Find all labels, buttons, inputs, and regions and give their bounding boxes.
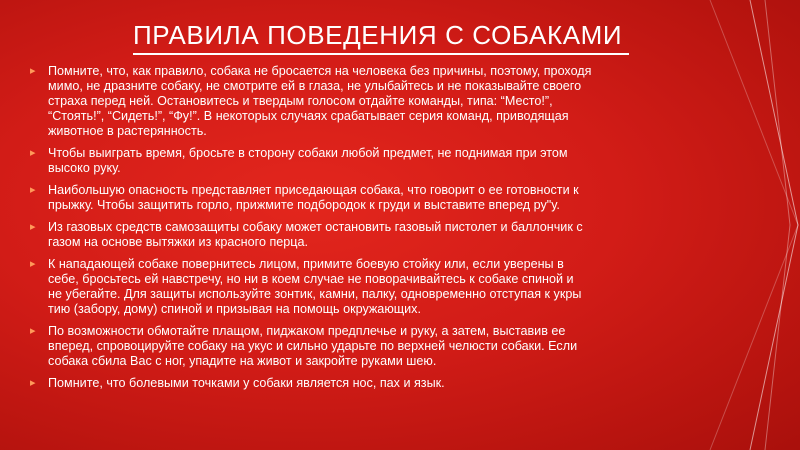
bullet-marker-icon: ▸ xyxy=(30,184,36,196)
bullet-text-line: тию (забору, дому) спиной и призывая на помощь окружающих. xyxy=(48,302,421,316)
bullet-marker-icon: ▸ xyxy=(30,147,36,159)
bullet-item xyxy=(28,64,768,139)
bullet-text-line: газом на основе вытяжки из красного перца. xyxy=(48,235,308,249)
bullet-text-line: Помните, что, как правило, собака не бросается на человека без причины, поэтому, проходя xyxy=(48,64,592,78)
bullet-text-line: Чтобы выиграть время, бросьте в сторону собаки любой предмет, не поднимая при этом xyxy=(48,146,568,160)
bullet-text-line: страха перед ней. Остановитесь и твердым голосом отдайте команды, типа: “Место!”, xyxy=(48,94,553,108)
bullet-text-line: “Стоять!”, “Сидеть!”, “Фу!”. В некоторых случаях срабатывает серия команд, приводящая xyxy=(48,109,569,123)
bullet-text-line: животное в растерянность. xyxy=(48,124,207,138)
bullet-text-line: не убегайте. Для защиты используйте зонтик, камни, палку, одновременно отступая к укры xyxy=(48,287,582,301)
title-underline xyxy=(133,53,629,55)
bullet-text-line: Наибольшую опасность представляет приседающая собака, что говорит о ее готовности к xyxy=(48,183,579,197)
bullet-text-line: мимо, не дразните собаку, не смотрите ей в глаза, не улыбайтесь и не показывайте своего xyxy=(48,79,582,93)
bullet-text-line: вперед, спровоцируйте собаку на укус и сильно ударьте по верхней челюсти собаки. Если xyxy=(48,339,578,353)
bullet-marker-icon: ▸ xyxy=(30,325,36,337)
bullet-text-line: прыжку. Чтобы защитить горло, прижмите подбородок к груди и выставите вперед ру"у. xyxy=(48,198,560,212)
bullet-item xyxy=(28,324,768,369)
bullet-marker-icon: ▸ xyxy=(30,221,36,233)
bullet-item xyxy=(28,183,768,213)
bullet-text-line: себе, бросьтесь ей навстречу, но ни в коем случае не поворачивайтесь к собаке спиной и xyxy=(48,272,574,286)
bullet-text-line: Помните, что болевыми точками у собаки является нос, пах и язык. xyxy=(48,376,445,390)
bullet-list xyxy=(28,64,768,398)
bullet-marker-icon: ▸ xyxy=(30,65,36,77)
slide-title: ПРАВИЛА ПОВЕДЕНИЯ С СОБАКАМИ xyxy=(133,20,623,50)
bullet-marker-icon: ▸ xyxy=(30,258,36,270)
bullet-marker-icon: ▸ xyxy=(30,377,36,389)
bullet-text-line: собака сбила Вас с ног, упадите на живот и закройте руками шею. xyxy=(48,354,437,368)
bullet-text-line: Из газовых средств самозащиты собаку может остановить газовый пистолет и баллончик с xyxy=(48,220,583,234)
bullet-text-line: высоко руку. xyxy=(48,161,121,175)
bullet-item xyxy=(28,146,768,176)
bullet-text-line: По возможности обмотайте плащом, пиджаком предплечье и руку, а затем, выставив ее xyxy=(48,324,566,338)
bullet-text-line: К нападающей собаке повернитесь лицом, примите боевую стойку или, если уверены в xyxy=(48,257,564,271)
bullet-item xyxy=(28,257,768,317)
bullet-item xyxy=(28,376,768,391)
bullet-item xyxy=(28,220,768,250)
